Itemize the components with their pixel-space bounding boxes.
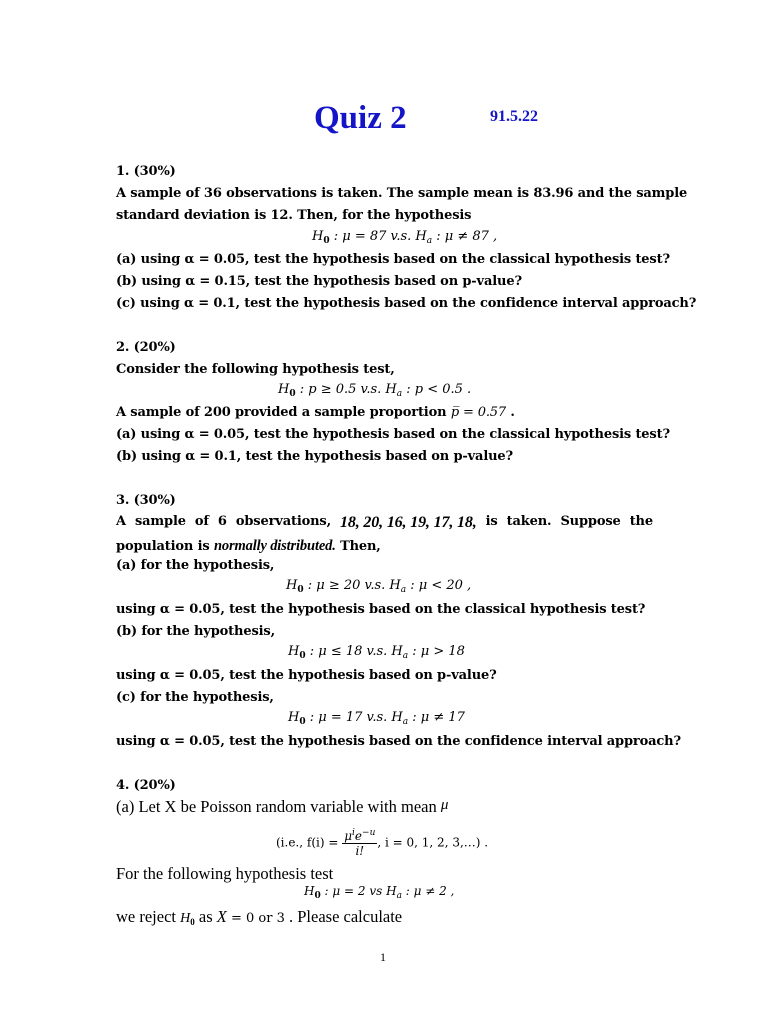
q3-part-b-heading: (b) for the hypothesis, <box>116 624 275 639</box>
q1-hypothesis: $H_0$ : μ = 87 v.s. $H_a$ : μ ≠ 87 , <box>312 229 498 246</box>
q2-line-2: A sample of 200 provided a sample proportion p̅ = 0.57 . <box>116 405 515 420</box>
q2-hypothesis: $H_0$ : p ≥ 0.5 v.s. $H_a$ : p < 0.5 . <box>278 382 472 399</box>
q3-part-c-using: using α = 0.05, test the hypothesis based on the confidence interval approach? <box>116 734 681 749</box>
q4-part-a: (a) Let X be Poisson random variable with mean μ <box>116 797 449 816</box>
q3-line-1: A sample of 6 observations, 18, 20, 16, 19, 17, 18, is taken. Suppose the <box>116 514 653 531</box>
q1-line-1: A sample of 36 observations is taken. The sample mean is 83.96 and the sample <box>116 186 688 201</box>
q4-pmf-fraction: $\frac{\mu^ie^{-u}}{i!}$ <box>344 828 376 858</box>
q2-part-b: (b) using α = 0.1, test the hypothesis based on p-value? <box>116 449 514 464</box>
q2-line-1: Consider the following hypothesis test, <box>116 362 395 377</box>
q3-part-a-using: using α = 0.05, test the hypothesis based on the classical hypothesis test? <box>116 602 646 617</box>
q3-part-a-hypothesis: $H_0$ : μ ≥ 20 v.s. $H_a$ : μ < 20 , <box>286 578 472 595</box>
q3-part-a-heading: (a) for the hypothesis, <box>116 558 275 573</box>
quiz-date: 91.5.22 <box>490 108 538 125</box>
q3-part-c-hypothesis: $H_0$ : μ = 17 v.s. $H_a$ : μ ≠ 17 <box>288 710 465 727</box>
q4-heading: 4. (20%) <box>116 778 176 793</box>
q1-heading: 1. (30%) <box>116 164 176 179</box>
q3-part-b-hypothesis: $H_0$ : μ ≤ 18 v.s. $H_a$ : μ > 18 <box>288 644 465 661</box>
q3-part-b-using: using α = 0.05, test the hypothesis based on p-value? <box>116 668 497 683</box>
q1-line-2: standard deviation is 12. Then, for the hypothesis <box>116 208 472 223</box>
q4-line-3: we reject $H_0$ as X = 0 or 3 . Please calculate <box>116 907 403 927</box>
q4-pmf: (i.e., f(i) = $\frac{\mu^ie^{-u}}{i!}$ , i = 0, 1, 2, 3,…) . <box>276 828 489 858</box>
q3-part-c-heading: (c) for the hypothesis, <box>116 690 274 705</box>
q4-line-2: For the following hypothesis test <box>116 864 334 883</box>
q1-part-a: (a) using α = 0.05, test the hypothesis based on the classical hypothesis test? <box>116 252 670 267</box>
q3-sample-data: 18, 20, 16, 19, 17, 18, <box>340 514 477 531</box>
q3-line-2: population is normally distributed. Then, <box>116 538 381 554</box>
page-number: 1 <box>380 950 386 964</box>
q2-heading: 2. (20%) <box>116 340 176 355</box>
q2-part-a: (a) using α = 0.05, test the hypothesis based on the classical hypothesis test? <box>116 427 670 442</box>
q3-heading: 3. (30%) <box>116 493 176 508</box>
q4-hypothesis: $H_0$ : μ = 2 vs $H_a$ : μ ≠ 2 , <box>304 884 455 901</box>
q1-part-c: (c) using α = 0.1, test the hypothesis based on the confidence interval approach? <box>116 296 697 311</box>
q1-part-b: (b) using α = 0.15, test the hypothesis based on p-value? <box>116 274 522 289</box>
quiz-title: Quiz 2 <box>314 100 407 136</box>
